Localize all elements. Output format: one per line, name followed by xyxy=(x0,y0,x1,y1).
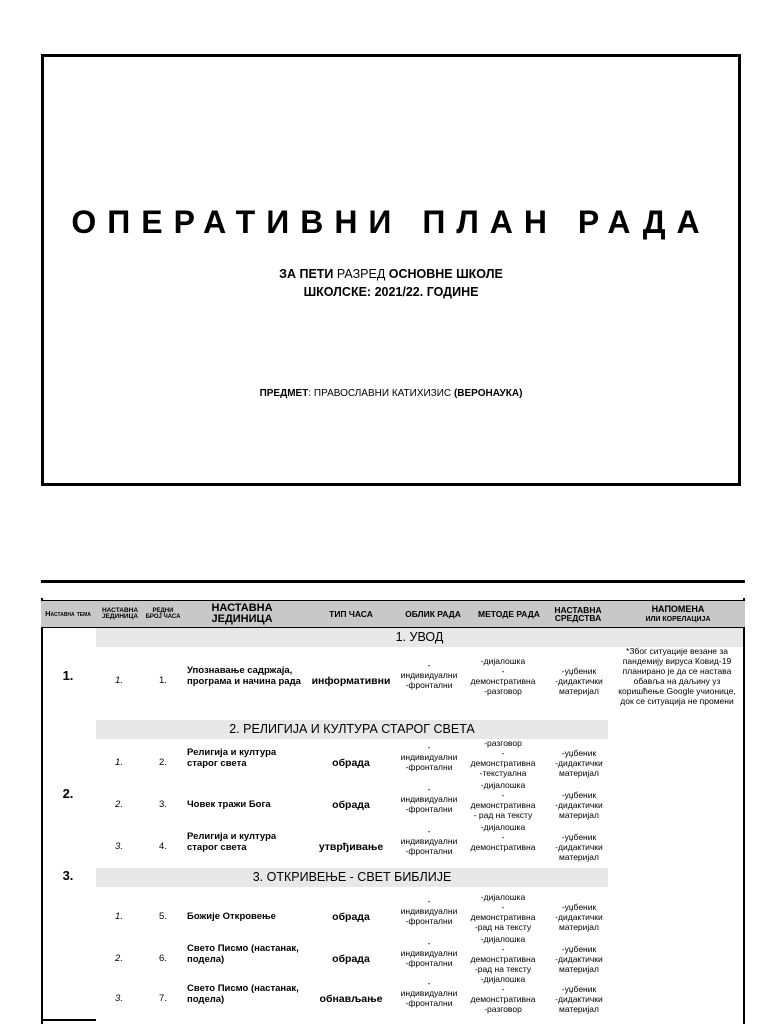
cell-form: - индивидуални -фронтални xyxy=(400,660,458,690)
cell-method: -дијалошка - демонстративна -разговор xyxy=(470,656,536,696)
cell-form: - индивидуални -фронтални xyxy=(400,742,458,772)
table-left-border xyxy=(41,598,43,1024)
document-title: ОПЕРАТИВНИ ПЛАН РАДА xyxy=(71,204,711,240)
table-right-border xyxy=(743,598,745,1024)
cell-method: -дијалошка - демонстративна - рад на тексту xyxy=(470,780,536,820)
cell-form: - индивидуални -фронтални xyxy=(400,938,458,968)
header-form: ОБЛИК РАДА xyxy=(405,608,461,619)
cell-type: обрада xyxy=(332,953,370,965)
section-heading: 3. ОТКРИВЕЊЕ - СВЕТ БИБЛИЈЕ xyxy=(96,868,608,887)
cell-num: 2. xyxy=(159,757,167,768)
cell-type: обрада xyxy=(332,799,370,811)
cell-name: Свето Писмо (настанак, подела) xyxy=(187,983,299,1005)
cell-type: информативни xyxy=(311,675,391,687)
cell-unit: 1. xyxy=(115,675,123,686)
divider-line xyxy=(41,580,745,583)
cell-name: Човек тражи Бога xyxy=(187,799,271,810)
section-heading: 1. УВОД xyxy=(96,628,743,647)
cell-num: 1. xyxy=(159,675,167,686)
header-unit: НАСТАВНА ЈЕДИНИЦА xyxy=(101,606,139,620)
school-year-line: ШКОЛСКЕ: 2021/22. ГОДИНЕ xyxy=(303,285,479,299)
cell-name: Упознавање садржаја, програма и начина рада xyxy=(187,665,301,687)
topic-number: 2. xyxy=(62,786,74,801)
cell-means: -уџбеник -дидактички материјал xyxy=(555,748,603,778)
note-text: *Због ситуације везане за пандемију вируса Ковид-19 планирано је да се настава обавља на даљину уз коришћење Google учионице, док се ситуација не промени xyxy=(618,646,736,706)
cell-form: - индивидуални -фронтални xyxy=(400,978,458,1008)
cell-method: -разговор - демонстративна -текстуална xyxy=(470,738,536,778)
grade-line: ЗА ПЕТИ РАЗРЕД ОСНОВНЕ ШКОЛЕ xyxy=(279,267,503,281)
table-bottom-border xyxy=(41,1019,96,1021)
cell-unit: 2. xyxy=(115,799,123,810)
topic-number: 1. xyxy=(62,668,74,683)
header-lesson: НАСТАВНА ЈЕДИНИЦА xyxy=(211,602,273,625)
cell-means: -уџбеник -дидактички материјал xyxy=(555,832,603,862)
cell-type: обрада xyxy=(332,757,370,769)
cell-means: -уџбеник -дидактички материјал xyxy=(555,902,603,932)
cell-method: -дијалошка - демонстративна xyxy=(470,822,536,852)
cell-name: Свето Писмо (настанак, подела) xyxy=(187,943,299,965)
header-means: НАСТАВНА СРЕДСТВА xyxy=(554,604,602,623)
cell-unit: 1. xyxy=(115,757,123,768)
cell-method: -дијалошка - демонстративна -рад на тексту xyxy=(470,934,536,974)
subject-line: ПРЕДМЕТ: ПРАВОСЛАВНИ КАТИХИЗИС (ВЕРОНАУКА) xyxy=(259,388,523,399)
cell-form: - индивидуални -фронтални xyxy=(400,784,458,814)
cell-name: Религија и култура старог света xyxy=(187,747,277,769)
cell-type: утврђивање xyxy=(318,841,384,853)
cell-means: -уџбеник -дидактички материјал xyxy=(555,944,603,974)
cell-num: 7. xyxy=(159,993,167,1004)
cell-method: -дијалошка - демонстративна -рад на тексту xyxy=(470,892,536,932)
header-topic: Наставна тема xyxy=(45,609,91,619)
cell-unit: 2. xyxy=(115,953,123,964)
section-heading: 2. РЕЛИГИЈА И КУЛТУРА СТАРОГ СВЕТА xyxy=(96,720,608,739)
header-note: НАПОМЕНА ИЛИ КОРЕЛАЦИЈА xyxy=(645,604,711,623)
cell-method: -дијалошка - демонстративна -разговор xyxy=(470,974,536,1014)
header-method: МЕТОДЕ РАДА xyxy=(478,608,540,619)
cell-means: -уџбеник -дидактички материјал xyxy=(555,984,603,1014)
table-header xyxy=(41,600,745,628)
cell-num: 3. xyxy=(159,799,167,810)
cell-means: -уџбеник -дидактички материјал xyxy=(555,666,603,696)
topic-number: 3. xyxy=(62,868,74,883)
cell-form: - индивидуални -фронтални xyxy=(400,826,458,856)
cell-name: Божије Откровење xyxy=(187,911,276,922)
cell-num: 6. xyxy=(159,953,167,964)
header-type: ТИП ЧАСА xyxy=(329,608,373,619)
cell-unit: 3. xyxy=(115,993,123,1004)
cell-name: Религија и култура старог света xyxy=(187,831,277,853)
cell-unit: 1. xyxy=(115,911,123,922)
cover-box xyxy=(41,54,741,486)
cell-num: 4. xyxy=(159,841,167,852)
cell-num: 5. xyxy=(159,911,167,922)
cell-unit: 3. xyxy=(115,841,123,852)
cell-form: - индивидуални -фронтални xyxy=(400,896,458,926)
cell-means: -уџбеник -дидактички материјал xyxy=(555,790,603,820)
cell-type: обнављање xyxy=(319,993,383,1005)
header-number: РЕДНИ БРОЈ ЧАСА xyxy=(145,608,181,620)
cell-type: обрада xyxy=(332,911,370,923)
